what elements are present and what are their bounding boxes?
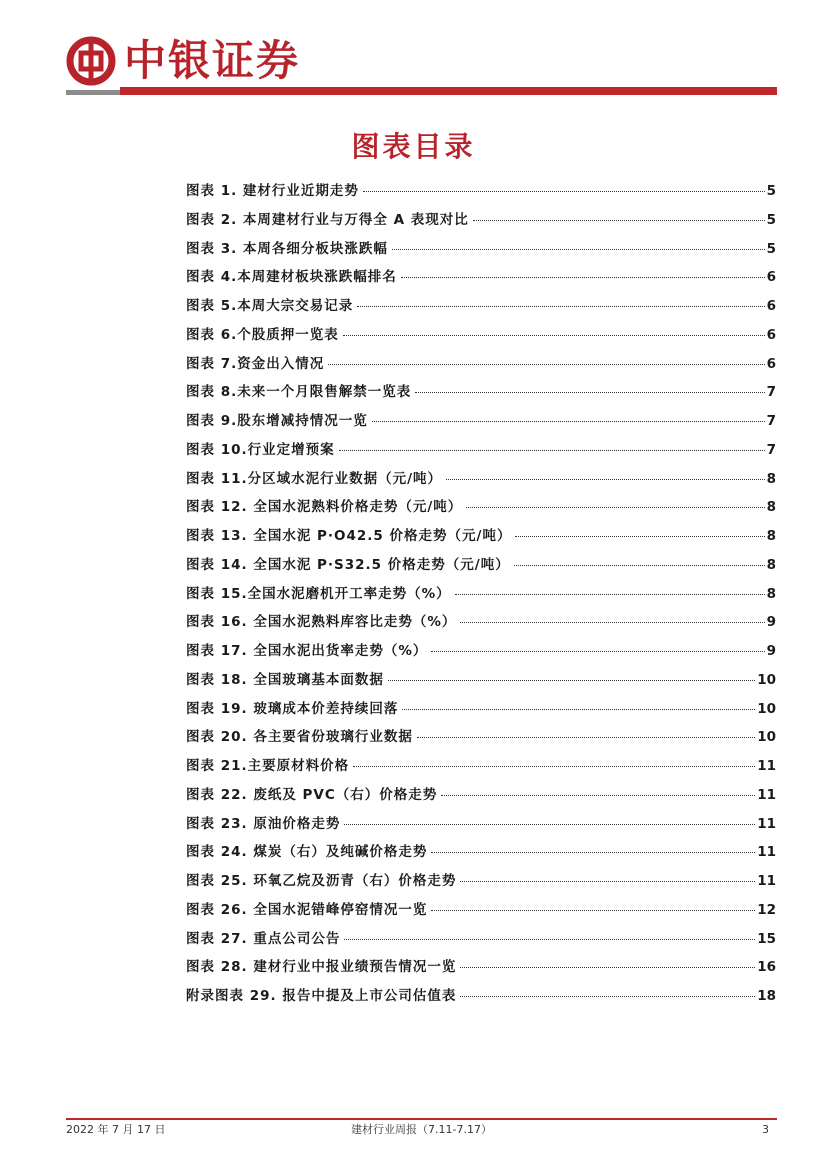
toc-dot-leader — [441, 795, 755, 796]
toc-entry-page: 10 — [757, 729, 776, 746]
toc-entry[interactable] — [186, 784, 776, 813]
toc-entry-label: 图表 28. 建材行业中报业绩预告情况一览 — [186, 959, 457, 976]
toc-dot-leader — [466, 507, 764, 508]
toc-entry-label: 图表 12. 全国水泥熟料价格走势（元/吨） — [186, 499, 463, 516]
toc-dot-leader — [392, 249, 765, 250]
toc-dot-leader — [402, 709, 755, 710]
footer-date: 2022 年 7 月 17 日 — [66, 1123, 166, 1136]
toc-entry[interactable] — [186, 238, 776, 267]
toc-entry-label: 图表 8.未来一个月限售解禁一览表 — [186, 384, 412, 401]
toc-dot-leader — [460, 967, 755, 968]
toc-entry-label: 图表 2. 本周建材行业与万得全 A 表现对比 — [186, 211, 469, 228]
toc-dot-leader — [339, 450, 765, 451]
toc-dot-leader — [431, 910, 755, 911]
toc-entry[interactable] — [186, 870, 776, 899]
table-of-contents — [186, 180, 776, 1014]
toc-entry-page: 18 — [757, 988, 776, 1004]
toc-dot-leader — [431, 852, 755, 853]
toc-entry-page: 6 — [766, 298, 776, 314]
toc-entry-page: 5 — [766, 183, 776, 199]
toc-entry-page: 6 — [766, 326, 776, 343]
toc-dot-leader — [431, 651, 764, 652]
header-rule-red — [120, 87, 777, 95]
toc-dot-leader — [344, 824, 755, 825]
toc-dot-leader — [514, 565, 765, 566]
toc-entry[interactable] — [186, 525, 776, 554]
toc-entry-page: 5 — [766, 240, 776, 257]
toc-entry-label: 图表 6.个股质押一览表 — [186, 326, 339, 343]
toc-entry-label: 图表 23. 原油价格走势 — [186, 815, 341, 832]
toc-entry-page: 15 — [757, 930, 776, 947]
toc-entry-page: 8 — [766, 556, 776, 573]
page-title: 图表目录 — [351, 130, 476, 163]
toc-entry[interactable] — [186, 496, 776, 525]
toc-dot-leader — [473, 220, 765, 221]
toc-entry[interactable] — [186, 640, 776, 669]
toc-entry-label: 图表 7.资金出入情况 — [186, 355, 325, 372]
page-footer — [66, 1123, 777, 1139]
toc-entry[interactable] — [186, 554, 776, 583]
toc-entry-page: 11 — [757, 844, 776, 861]
toc-entry-page: 8 — [766, 585, 776, 602]
toc-entry-label: 图表 5.本周大宗交易记录 — [186, 298, 354, 314]
toc-entry-label: 图表 18. 全国玻璃基本面数据 — [186, 671, 384, 688]
toc-dot-leader — [363, 191, 765, 192]
toc-dot-leader — [460, 622, 764, 623]
toc-entry-label: 图表 22. 废纸及 PVC（右）价格走势 — [186, 786, 438, 803]
toc-entry-page: 11 — [757, 815, 776, 832]
toc-dot-leader — [357, 306, 764, 307]
toc-entry-page: 7 — [766, 441, 776, 458]
toc-dot-leader — [446, 479, 765, 480]
toc-entry-page: 8 — [766, 470, 776, 487]
toc-dot-leader — [515, 536, 764, 537]
toc-dot-leader — [343, 335, 765, 336]
toc-entry[interactable] — [186, 209, 776, 238]
toc-entry[interactable] — [186, 928, 776, 957]
toc-entry[interactable] — [186, 611, 776, 640]
toc-entry-label: 图表 3. 本周各细分板块涨跌幅 — [186, 240, 388, 257]
toc-entry[interactable] — [186, 813, 776, 842]
toc-dot-leader — [372, 421, 765, 422]
toc-entry-label: 图表 26. 全国水泥错峰停窑情况一览 — [186, 901, 428, 918]
toc-entry[interactable] — [186, 180, 776, 209]
toc-entry[interactable] — [186, 985, 776, 1014]
toc-entry[interactable] — [186, 410, 776, 439]
toc-dot-leader — [460, 996, 755, 997]
toc-entry-page: 9 — [766, 614, 776, 631]
toc-entry-label: 图表 4.本周建材板块涨跌幅排名 — [186, 269, 397, 286]
toc-entry-page: 6 — [766, 355, 776, 372]
toc-entry-label: 图表 27. 重点公司公告 — [186, 930, 341, 947]
toc-entry-label: 图表 13. 全国水泥 P·O42.5 价格走势（元/吨） — [186, 528, 512, 544]
toc-dot-leader — [401, 277, 765, 278]
toc-entry-page: 11 — [757, 873, 776, 889]
toc-entry[interactable] — [186, 899, 776, 928]
toc-entry-page: 11 — [757, 758, 776, 774]
toc-entry[interactable] — [186, 324, 776, 353]
bank-of-china-logo-icon — [66, 36, 116, 86]
toc-entry-page: 7 — [766, 413, 776, 429]
toc-entry-label: 图表 17. 全国水泥出货率走势（%） — [186, 643, 428, 659]
toc-entry[interactable] — [186, 381, 776, 410]
brand-name: 中银证券 — [124, 36, 301, 85]
toc-entry-label: 图表 21.主要原材料价格 — [186, 758, 350, 774]
toc-entry-label: 图表 9.股东增减持情况一览 — [186, 413, 368, 429]
toc-entry[interactable] — [186, 439, 776, 468]
toc-entry[interactable] — [186, 841, 776, 870]
toc-entry-label: 图表 11.分区域水泥行业数据（元/吨） — [186, 470, 443, 487]
toc-dot-leader — [455, 594, 765, 595]
footer-rule — [66, 1118, 777, 1120]
toc-entry-label: 图表 20. 各主要省份玻璃行业数据 — [186, 729, 413, 746]
toc-entry[interactable] — [186, 468, 776, 497]
header-rule-gray — [66, 90, 120, 95]
toc-entry[interactable] — [186, 956, 776, 985]
toc-entry-page: 12 — [757, 901, 776, 918]
toc-entry-label: 附录图表 29. 报告中提及上市公司估值表 — [186, 988, 457, 1004]
toc-entry-label: 图表 10.行业定增预案 — [186, 441, 335, 458]
toc-dot-leader — [388, 680, 755, 681]
footer-page-number: 3 — [762, 1123, 769, 1136]
toc-dot-leader — [460, 881, 755, 882]
toc-entry-label: 图表 25. 环氧乙烷及沥青（右）价格走势 — [186, 873, 457, 889]
toc-entry-label: 图表 24. 煤炭（右）及纯碱价格走势 — [186, 844, 428, 861]
toc-dot-leader — [353, 766, 755, 767]
toc-entry[interactable] — [186, 295, 776, 324]
toc-entry[interactable] — [186, 669, 776, 698]
toc-entry-page: 6 — [766, 269, 776, 286]
toc-entry[interactable] — [186, 698, 776, 727]
toc-entry-label: 图表 14. 全国水泥 P·S32.5 价格走势（元/吨） — [186, 556, 510, 573]
footer-report-name: 建材行业周报（7.11-7.17） — [351, 1123, 492, 1136]
toc-entry-page: 10 — [757, 671, 776, 688]
toc-entry-label: 图表 15.全国水泥磨机开工率走势（%） — [186, 585, 451, 602]
toc-entry-page: 7 — [766, 384, 776, 401]
toc-dot-leader — [417, 737, 755, 738]
toc-entry-label: 图表 19. 玻璃成本价差持续回落 — [186, 700, 399, 717]
toc-entry-label: 图表 16. 全国水泥熟料库容比走势（%） — [186, 614, 457, 631]
toc-entry-page: 5 — [766, 211, 776, 228]
toc-dot-leader — [415, 392, 764, 393]
toc-entry-page: 11 — [757, 786, 776, 803]
toc-entry[interactable] — [186, 755, 776, 784]
toc-entry-page: 16 — [757, 959, 776, 976]
toc-entry[interactable] — [186, 726, 776, 755]
toc-entry-label: 图表 1. 建材行业近期走势 — [186, 183, 359, 199]
toc-entry[interactable] — [186, 353, 776, 382]
toc-entry-page: 8 — [766, 499, 776, 516]
toc-entry-page: 9 — [766, 643, 776, 659]
toc-dot-leader — [344, 939, 755, 940]
toc-entry-page: 8 — [766, 528, 776, 544]
toc-entry-page: 10 — [757, 700, 776, 717]
toc-dot-leader — [328, 364, 764, 365]
toc-entry[interactable] — [186, 266, 776, 295]
toc-entry[interactable] — [186, 583, 776, 612]
